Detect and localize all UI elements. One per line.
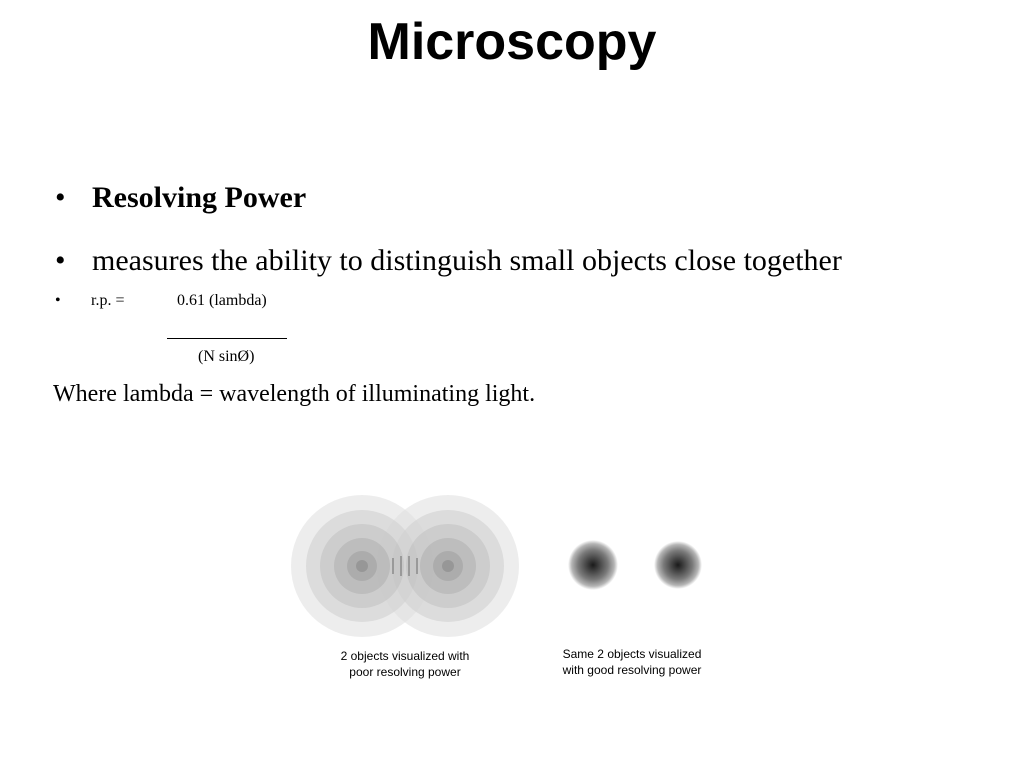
good-resolution-objects	[568, 540, 702, 590]
formula-denominator: (N sinØ)	[198, 348, 255, 365]
bullet-text: measures the ability to distinguish small objects close together	[92, 244, 842, 277]
caption-line: 2 objects visualized with	[340, 649, 470, 663]
caption-line: Same 2 objects visualized	[562, 647, 702, 661]
bullet-marker: •	[55, 181, 66, 214]
formula-label: r.p. =	[91, 292, 125, 309]
good-resolution-caption	[542, 646, 722, 678]
bullet-marker: •	[55, 244, 66, 277]
poor-resolution-caption	[320, 648, 490, 680]
caption-line: with good resolving power	[562, 663, 702, 677]
caption-line: poor resolving power	[349, 665, 461, 679]
slide-title: Microscopy	[367, 13, 657, 71]
good-object-left	[568, 540, 618, 590]
lambda-note: Where lambda = wavelength of illuminating light.	[53, 381, 536, 407]
poor-resolution-objects	[291, 495, 519, 637]
good-object-right	[654, 541, 702, 589]
bullet-text: Resolving Power	[92, 181, 307, 214]
bullet-marker: •	[55, 292, 61, 309]
resolving-power-illustration	[280, 488, 730, 688]
fraction-bar	[167, 338, 287, 339]
formula-numerator: 0.61 (lambda)	[177, 292, 267, 309]
